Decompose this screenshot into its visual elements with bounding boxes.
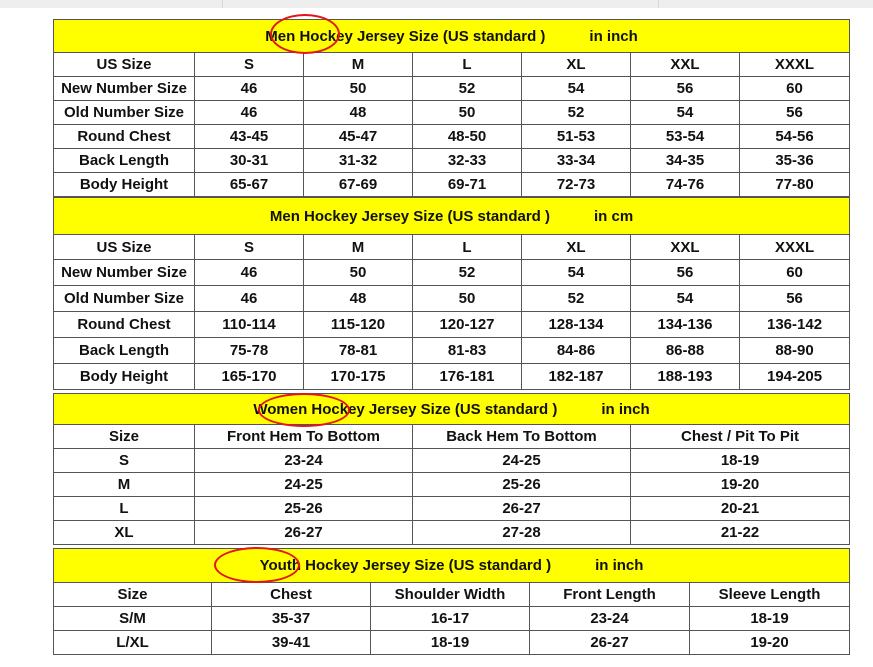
table-row (54, 338, 850, 364)
column-header-cell: Shoulder Width (371, 583, 530, 607)
table-row (54, 125, 850, 149)
table-cell: 56 (740, 286, 850, 312)
men-inch-title-cell (54, 20, 850, 53)
table-cell: 54 (631, 286, 740, 312)
table-cell: 115-120 (304, 312, 413, 338)
row-label-cell: S/M (54, 607, 212, 631)
men-size-table-inch (53, 19, 850, 197)
table-cell: 75-78 (195, 338, 304, 364)
column-header-cell: XL (522, 53, 631, 77)
top-strip (0, 0, 873, 8)
table-cell: 39-41 (212, 631, 371, 655)
table-cell: 54 (522, 260, 631, 286)
women-size-table-inch (53, 393, 850, 545)
table-cell: 120-127 (413, 312, 522, 338)
youth-inch-title-cell (54, 549, 850, 583)
table-cell: 21-22 (631, 521, 850, 545)
row-label-cell: L (54, 497, 195, 521)
youth-size-table-inch (53, 548, 850, 655)
men-size-table-cm (53, 197, 850, 390)
table-cell: 182-187 (522, 364, 631, 390)
column-header-cell: XXL (631, 235, 740, 260)
table-cell: 54 (631, 101, 740, 125)
table-cell: 176-181 (413, 364, 522, 390)
table-cell: 50 (304, 260, 413, 286)
youth-inch-unit: in inch (595, 557, 644, 574)
column-header-cell: Back Hem To Bottom (413, 425, 631, 449)
table-row (54, 631, 850, 655)
table-cell: 54 (522, 77, 631, 101)
table-cell: 60 (740, 77, 850, 101)
column-header-cell: XXXL (740, 235, 850, 260)
table-cell: 18-19 (631, 449, 850, 473)
men-inch-unit: in inch (589, 27, 638, 45)
men-inch-title: Men Hockey Jersey Size (US standard ) (265, 27, 546, 45)
row-label-cell: Body Height (54, 173, 195, 197)
table-cell: 35-37 (212, 607, 371, 631)
table-cell: 128-134 (522, 312, 631, 338)
youth-highlight-oval (214, 547, 300, 583)
table-cell: 48 (304, 101, 413, 125)
row-label-cell: Body Height (54, 364, 195, 390)
column-header-cell: Chest (212, 583, 371, 607)
women-inch-title-cell (54, 394, 850, 425)
row-label-cell: M (54, 473, 195, 497)
table-row (54, 312, 850, 338)
header-row (54, 235, 850, 260)
top-strip-segment (0, 0, 223, 8)
table-cell: 56 (631, 260, 740, 286)
table-cell: 74-76 (631, 173, 740, 197)
table-row (54, 607, 850, 631)
table-cell: 20-21 (631, 497, 850, 521)
column-header-cell: XXL (631, 53, 740, 77)
table-row (54, 260, 850, 286)
table-cell: 26-27 (195, 521, 413, 545)
table-cell: 16-17 (371, 607, 530, 631)
table-cell: 170-175 (304, 364, 413, 390)
row-label-cell: Round Chest (54, 312, 195, 338)
table-cell: 50 (413, 101, 522, 125)
table-row (54, 173, 850, 197)
table-row (54, 521, 850, 545)
table-row (54, 497, 850, 521)
table-cell: 19-20 (631, 473, 850, 497)
table-cell: 165-170 (195, 364, 304, 390)
table-row (54, 101, 850, 125)
women-inch-unit: in inch (601, 400, 650, 418)
header-row (54, 425, 850, 449)
table-cell: 45-47 (304, 125, 413, 149)
table-cell: 67-69 (304, 173, 413, 197)
column-header-cell: XL (522, 235, 631, 260)
table-cell: 27-28 (413, 521, 631, 545)
table-cell: 32-33 (413, 149, 522, 173)
column-header-cell: Size (54, 583, 212, 607)
table-cell: 35-36 (740, 149, 850, 173)
table-cell: 52 (413, 77, 522, 101)
row-label-cell: S (54, 449, 195, 473)
women-highlight-oval (258, 393, 350, 427)
table-cell: 54-56 (740, 125, 850, 149)
men-cm-unit: in cm (594, 207, 634, 225)
table-row (54, 473, 850, 497)
table-cell: 34-35 (631, 149, 740, 173)
table-cell: 53-54 (631, 125, 740, 149)
row-label-cell: Old Number Size (54, 286, 195, 312)
table-cell: 81-83 (413, 338, 522, 364)
table-cell: 88-90 (740, 338, 850, 364)
table-cell: 110-114 (195, 312, 304, 338)
table-cell: 30-31 (195, 149, 304, 173)
table-row (54, 149, 850, 173)
table-cell: 48-50 (413, 125, 522, 149)
table-cell: 56 (740, 101, 850, 125)
header-row (54, 53, 850, 77)
column-header-cell: L (413, 235, 522, 260)
table-cell: 52 (522, 101, 631, 125)
women-inch-title: Women Hockey Jersey Size (US standard ) (253, 400, 558, 418)
row-label-cell: Back Length (54, 149, 195, 173)
table-cell: 24-25 (195, 473, 413, 497)
table-cell: 194-205 (740, 364, 850, 390)
table-cell: 46 (195, 286, 304, 312)
table-cell: 52 (522, 286, 631, 312)
table-cell: 33-34 (522, 149, 631, 173)
table-cell: 46 (195, 77, 304, 101)
table-cell: 46 (195, 260, 304, 286)
table-cell: 31-32 (304, 149, 413, 173)
column-header-cell: M (304, 53, 413, 77)
table-cell: 25-26 (413, 473, 631, 497)
table-cell: 56 (631, 77, 740, 101)
table-cell: 26-27 (413, 497, 631, 521)
table-cell: 18-19 (371, 631, 530, 655)
table-cell: 24-25 (413, 449, 631, 473)
column-header-cell: L (413, 53, 522, 77)
table-cell: 48 (304, 286, 413, 312)
row-label-cell: Round Chest (54, 125, 195, 149)
column-header-cell: Sleeve Length (690, 583, 850, 607)
column-header-cell: S (195, 53, 304, 77)
table-cell: 50 (304, 77, 413, 101)
column-header-cell: M (304, 235, 413, 260)
column-header-cell: Front Length (530, 583, 690, 607)
row-label-cell: Back Length (54, 338, 195, 364)
table-cell: 84-86 (522, 338, 631, 364)
header-row (54, 583, 850, 607)
youth-inch-title: Youth Hockey Jersey Size (US standard ) (259, 557, 552, 574)
table-cell: 136-142 (740, 312, 850, 338)
table-cell: 46 (195, 101, 304, 125)
table-cell: 72-73 (522, 173, 631, 197)
column-header-cell: Size (54, 425, 195, 449)
row-label-cell: L/XL (54, 631, 212, 655)
table-cell: 50 (413, 286, 522, 312)
table-cell: 69-71 (413, 173, 522, 197)
table-row (54, 449, 850, 473)
table-row (54, 77, 850, 101)
column-header-cell: US Size (54, 53, 195, 77)
table-cell: 188-193 (631, 364, 740, 390)
table-cell: 51-53 (522, 125, 631, 149)
column-header-cell: Front Hem To Bottom (195, 425, 413, 449)
top-strip-segment (222, 0, 659, 8)
men-cm-title-cell (54, 198, 850, 235)
table-cell: 25-26 (195, 497, 413, 521)
table-cell: 52 (413, 260, 522, 286)
column-header-cell: Chest / Pit To Pit (631, 425, 850, 449)
table-cell: 23-24 (530, 607, 690, 631)
table-row (54, 364, 850, 390)
table-cell: 77-80 (740, 173, 850, 197)
table-cell: 78-81 (304, 338, 413, 364)
row-label-cell: New Number Size (54, 77, 195, 101)
table-cell: 65-67 (195, 173, 304, 197)
row-label-cell: New Number Size (54, 260, 195, 286)
table-row (54, 286, 850, 312)
table-cell: 26-27 (530, 631, 690, 655)
men-highlight-oval (270, 14, 340, 54)
column-header-cell: S (195, 235, 304, 260)
column-header-cell: XXXL (740, 53, 850, 77)
row-label-cell: Old Number Size (54, 101, 195, 125)
table-cell: 23-24 (195, 449, 413, 473)
table-cell: 18-19 (690, 607, 850, 631)
table-cell: 19-20 (690, 631, 850, 655)
men-cm-title: Men Hockey Jersey Size (US standard ) (269, 207, 550, 225)
table-cell: 60 (740, 260, 850, 286)
table-cell: 43-45 (195, 125, 304, 149)
row-label-cell: XL (54, 521, 195, 545)
column-header-cell: US Size (54, 235, 195, 260)
table-cell: 134-136 (631, 312, 740, 338)
table-cell: 86-88 (631, 338, 740, 364)
